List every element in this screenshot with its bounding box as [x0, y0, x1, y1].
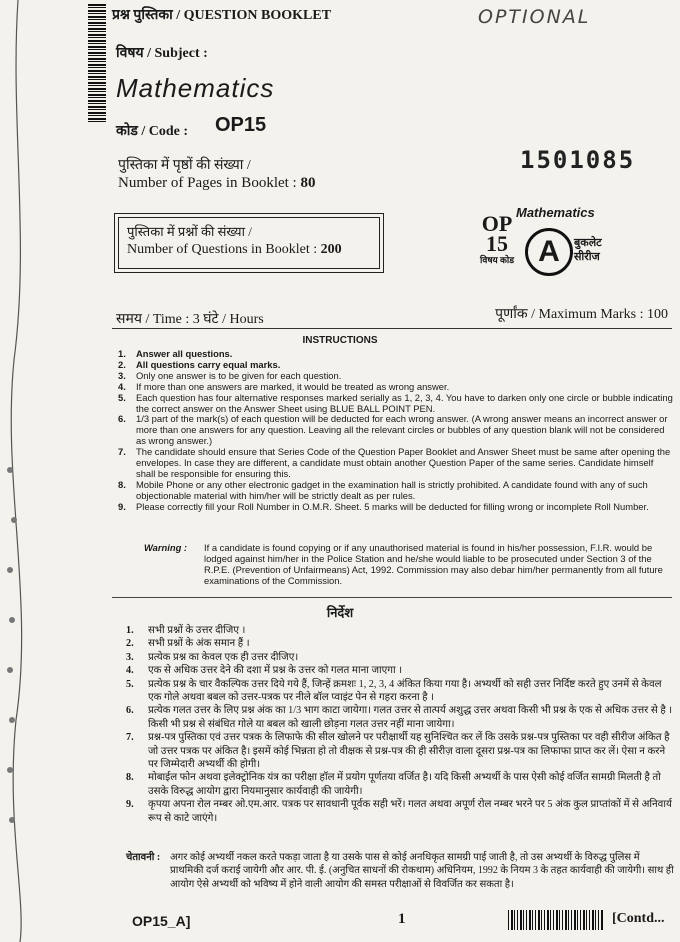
continued-label: [Contd...	[612, 911, 665, 926]
series-letter-badge	[525, 228, 573, 276]
warning-text: If a candidate is found copying or if any unauthorised material is found in his/her possession, F.I.R. would be lodged against him/her in the Police Station and he/she would liable to be prosecuted under Section 3 of the R.P.E. (Prevention of Unfairmeans) Act, 1992. Commission may also debar him/her permanently from all future examinations of the Commission.	[204, 542, 663, 586]
hindi-instruction-item: 5. प्रत्येक प्रश्न के चार वैकल्पिक उत्तर दिये गये हैं, जिन्हें क्रमशः 1, 2, 3, 4 अंकित किया गया है। अभ्यर्थी को सही उत्तर निर्दिष्ट करते हुए उनमें से केवल एक गोले अथवा बबल को उत्तर-पत्रक पर नीले बॉल प्वाइंट पेन से गहरा करना है ।	[126, 678, 662, 704]
pages-label-english: Number of Pages in Booklet :	[118, 175, 297, 191]
instruction-item: 8. Mobile Phone or any other electronic gadget in the examination hall is strictly prohibited. A candidate found with any of such objectionable material with him/her will be strictly dealt as per rules.	[118, 478, 648, 501]
instructions-list	[118, 349, 674, 513]
instruction-item: 3. Only one answer is to be given for each question.	[118, 369, 342, 381]
hindi-instruction-item: 8. मोबाईल फोन अथवा इलेक्ट्रोनिक यंत्र का परीक्षा हॉल में प्रयोग पूर्णतया वर्जित है। यदि किसी अभ्यर्थी के पास ऐसी कोई वर्जित सामग्री मिलती है तो उसके विरुद्ध आयोग द्वारा नियमानुसार कार्यवाही की जायेगी।	[126, 772, 661, 797]
code-value: OP15	[215, 114, 267, 136]
instruction-item: 1. Answer all questions.	[118, 348, 233, 359]
hindi-instruction-item: 2. सभी प्रश्नों के अंक समान हैं ।	[126, 638, 250, 650]
badge-num: 15	[486, 231, 509, 256]
footer-code: OP15_A]	[132, 913, 191, 929]
handwritten-note: OPTIONAL	[478, 6, 591, 28]
hindi-instruction-item: 6. प्रत्येक गलत उत्तर के लिए प्रश्न अंक का 1/3 भाग काटा जायेगा। गलत उत्तर से तात्पर्य अशुद्ध उत्तर अथवा किसी भी प्रश्न के एक से अधिक उत्तर से है । किसी भी प्रश्न से संबंधित गोले या बबल को खाली छोड़ना गलत उत्तर नहीं माना जायेगा।	[126, 705, 673, 730]
page-number: 1	[398, 911, 406, 927]
series-label-1: बुकलेट	[574, 237, 602, 249]
badge-op: OP	[481, 211, 513, 236]
footer-barcode	[508, 910, 604, 930]
series-label	[574, 236, 602, 264]
pages-value: 80	[300, 175, 316, 191]
badge-subject: Mathematics	[516, 205, 595, 220]
instruction-item: 4. If more than one answers are marked, it would be treated as wrong answer.	[118, 380, 450, 392]
divider	[112, 597, 672, 598]
instruction-item: 2. All questions carry equal marks.	[118, 358, 281, 370]
hindi-instruction-item: 3. प्रत्येक प्रश्न का केवल एक ही उत्तर दीजिए।	[126, 651, 299, 663]
series-letter: A	[538, 235, 560, 268]
hindi-instruction-item: 7. प्रश्न-पत्र पुस्तिका एवं उत्तर पत्रक के लिफाफे की सील खोलने पर परीक्षार्थी यह सुनिश्चित कर लें कि उसके प्रश्न-पत्र पुस्तिका पर वही सीरीज अंकित है जो उत्तर पत्रक पर अंकित है। इसमें कोई भिन्नता हो तो वीक्षक से प्रश्न-पत्र की ही सीरीज़ वाला दूसरा प्रश्न-पत्र का लिफाफा प्राप्त कर लें। ऐसा न करने पर जिम्मेदारी अभ्यर्थी की होगी।	[126, 732, 670, 771]
hindi-instruction-item: 1. सभी प्रश्नों के उत्तर दीजिए ।	[126, 625, 246, 636]
hindi-warning-block	[126, 851, 674, 891]
questions-box	[118, 217, 380, 269]
time-info: समय / Time : 3 घंटे / Hours	[116, 312, 264, 327]
hindi-instruction-item: 9. कृपया अपना रोल नम्बर ओ.एम.आर. पत्रक पर सावधानी पूर्वक सही भरें। गलत अथवा अपूर्ण रोल नम्बर भरने पर 5 अंक कुल प्राप्तांकों में से अनिवार्य रूप से काटे जाएंगे।	[126, 799, 672, 824]
warning-block	[118, 543, 674, 587]
binding-holes	[0, 0, 60, 942]
instruction-item: 5. Each question has four alternative responses marked serially as 1, 2, 3, 4. You have to darken only one circle or bubble indicating the correct answer on the Answer Sheet using BLUE BALL POINT PEN.	[118, 391, 673, 414]
instruction-item: 7. The candidate should ensure that Series Code of the Question Paper Booklet and Answer Sheet must be same after opening the envelopes. In case they are different, a candidate must obtain another Question Paper of the same series. Candidate himself shall be responsible for ensuring this.	[118, 446, 671, 479]
vertical-barcode	[88, 4, 106, 124]
questions-line	[127, 242, 371, 258]
hindi-instructions-title: निर्देश	[326, 605, 354, 620]
questions-label-english: Number of Questions in Booklet :	[127, 242, 318, 257]
code-label: कोड / Code :	[116, 124, 189, 139]
hindi-warning-text: अगर कोई अभ्यर्थी नकल करते पकड़ा जाता है या उसके पास से कोई अनधिकृत सामग्री पाई जाती है, तो उस अभ्यर्थी के विरुद्ध पुलिस में प्राथमिकी दर्ज कराई जायेगी और आर. पी. ई. (अनुचित साधनों की रोकथाम) अधिनियम, 1992 के नियम 3 के तहत कार्यवाही की जायेगी। साथ ही आयोग ऐसे अभ्यर्थी को भविष्य में होने वाली आयोग की समस्त परीक्षाओं से विवर्जित कर सकता है।	[170, 852, 674, 890]
pages-line	[118, 175, 315, 192]
questions-label-hindi: पुस्तिका में प्रश्नों की संख्या /	[127, 224, 252, 239]
booklet-title: प्रश्न पुस्तिका / QUESTION BOOKLET	[112, 8, 332, 23]
series-label-2: सीरीज	[574, 251, 600, 263]
instruction-item: 6. 1/3 part of the mark(s) of each question will be deducted for each wrong answer. (A wrong answer means an incorrect answer or more than one answers for any question. Leaving all the relevant circles or bubbles of any question blank will not be considered as wrong answer.)	[118, 413, 668, 447]
pages-label-hindi: पुस्तिका में पृष्ठों की संख्या /	[118, 158, 251, 173]
hindi-instructions-list	[126, 624, 674, 825]
badge-code-hindi: विषय कोड	[480, 255, 515, 265]
warning-label: Warning :	[144, 542, 188, 553]
divider	[112, 328, 672, 329]
instruction-item: 9. Please correctly fill your Roll Number in O.M.R. Sheet. 5 marks will be deducted for filling wrong or incomplete Roll Number.	[118, 500, 649, 512]
instructions-title: INSTRUCTIONS	[302, 335, 378, 346]
questions-value: 200	[320, 242, 342, 257]
hindi-warning-label: चेतावनी :	[126, 852, 161, 863]
subject-name: Mathematics	[116, 73, 275, 103]
serial-number: 1501085	[520, 146, 636, 174]
maximum-marks: पूर्णांक / Maximum Marks : 100	[495, 307, 668, 322]
badge-code-block	[480, 211, 515, 266]
hindi-instruction-item: 4. एक से अधिक उत्तर देने की दशा में प्रश्न के उत्तर को गलत माना जाएगा ।	[126, 665, 403, 677]
subject-label: विषय / Subject :	[116, 46, 208, 61]
